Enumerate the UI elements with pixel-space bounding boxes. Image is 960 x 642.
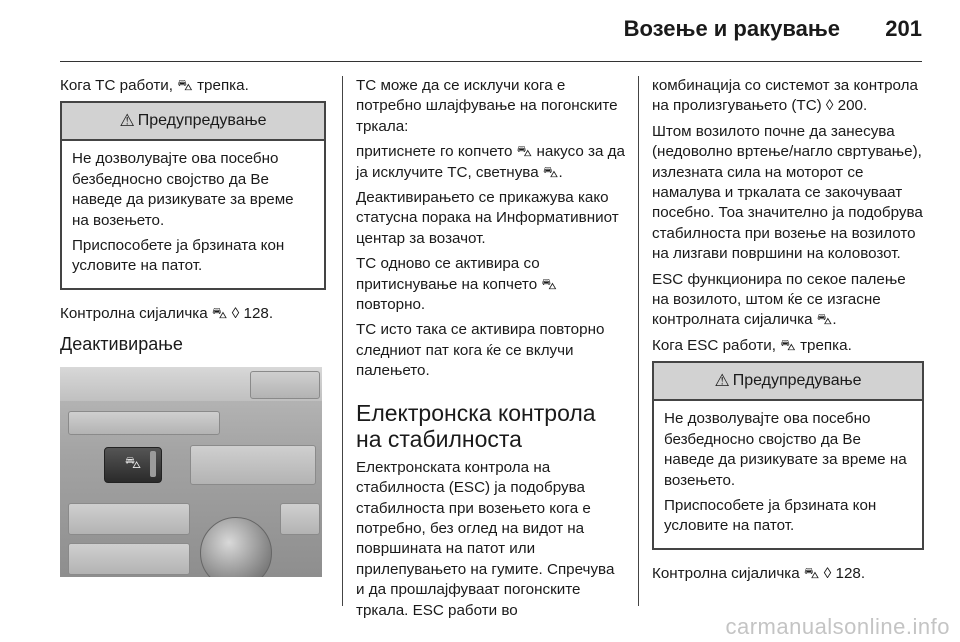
page-header-title: Возење и ракување [623, 16, 840, 41]
tc-deactivation-status-text: Деактивирањето се прикажува како статусна порака на Информативниот центар за возачот. [356, 189, 619, 247]
header-divider [60, 61, 922, 62]
warning-box-2 [652, 361, 924, 549]
tc-flashing-text: Кога TC работи, ⛍ трепка. [60, 77, 249, 94]
page-number: 201 [885, 16, 922, 41]
warning-body [62, 141, 324, 287]
column-1 [60, 76, 326, 577]
esc-tc-combination-text: комбинација со системот за контрола на пролизгувањето (TC) ◊ 200. [652, 77, 918, 115]
photo-slot [68, 411, 220, 435]
photo-slot [68, 503, 190, 535]
esc-section-title: Електронска контрола на стабилноста [356, 399, 596, 452]
photo-slot [250, 371, 320, 399]
warning-text-2: Приспособете ја брзината кон условите на патот. [72, 237, 285, 275]
warning-triangle-icon: ⚠ [714, 371, 730, 391]
warning-box-1 [60, 101, 326, 289]
control-lamp-reference: Контролна сијаличка ⛍ ◊ 128. [652, 564, 866, 582]
photo-slot [190, 445, 316, 485]
deactivation-heading: Деактивирање [60, 334, 183, 355]
warning-text-1: Не дозволувајте ова посебно безбедносно својство да Ве наведе да ризикувате за време на возењето. [664, 410, 907, 489]
warning-header [654, 363, 922, 401]
warning-title: Предупредување [137, 112, 267, 130]
tc-reactivate-text: TC одново се активира со притиснување на копчето ⛍ повторно. [356, 255, 558, 314]
tc-disable-text: TC може да се исклучи кога е потребно шлајфување на погонските тркала: [356, 77, 618, 135]
column-divider-2 [638, 76, 639, 606]
esc-intro-text: Електронската контрола на стабилноста (ESC) ја подобрува стабилноста при возењето кога е потребно, без оглед на видот на површината на патот или прилепувањето на гумите. Спречува и да прошлајфуваат погонските тркала. ESC работи во [356, 458, 615, 619]
watermark: carmanualsonline.info [725, 614, 950, 639]
warning-title: Предупредување [732, 372, 862, 390]
warning-text-2: Приспособете ја брзината кон условите на патот. [664, 496, 877, 535]
esc-flashing-text: Кога ESC работи, ⛍ трепка. [652, 336, 852, 354]
column-divider-1 [342, 76, 343, 606]
photo-knob [200, 517, 272, 577]
esc-ignition-text: ESC функционира по секое палење на возилото, штом ќе се изгасне контролната сијаличка ⛍. [652, 270, 906, 329]
column-2 [356, 76, 626, 626]
photo-slot [68, 543, 190, 575]
esc-operation-text: Штом возилото почне да занесува (недоволно вртење/нагло свртување), излезната сила на моторот се намалува и тркалата се закочуваат посебно. Тоа значително ја подобрува стабилноста при возење на возилото на лизгави површини на коловозот. [652, 122, 923, 263]
warning-triangle-icon: ⚠ [119, 111, 135, 131]
tc-press-button-text: притиснете го копчето ⛍ накусо за да ја исклучите TC, светнува ⛍. [356, 143, 625, 181]
tc-ignition-reactivate-text: TC исто така се активира повторно следниот пат кога ќе се вклучи палењето. [356, 321, 605, 380]
photo-slot [280, 503, 320, 535]
warning-text-1: Не дозволувајте ова посебно безбедносно својство да Ве наведе да ризикувате за време на возењето. [72, 150, 294, 229]
column-3 [652, 76, 924, 589]
control-lamp-reference: Контролна сијаличка ⛍ ◊ 128. [60, 304, 274, 322]
photo-led [150, 451, 156, 477]
warning-header [62, 103, 324, 141]
warning-body [654, 401, 922, 547]
tc-button-photo [60, 367, 322, 577]
traction-control-button-icon: ⛍ [104, 447, 162, 483]
